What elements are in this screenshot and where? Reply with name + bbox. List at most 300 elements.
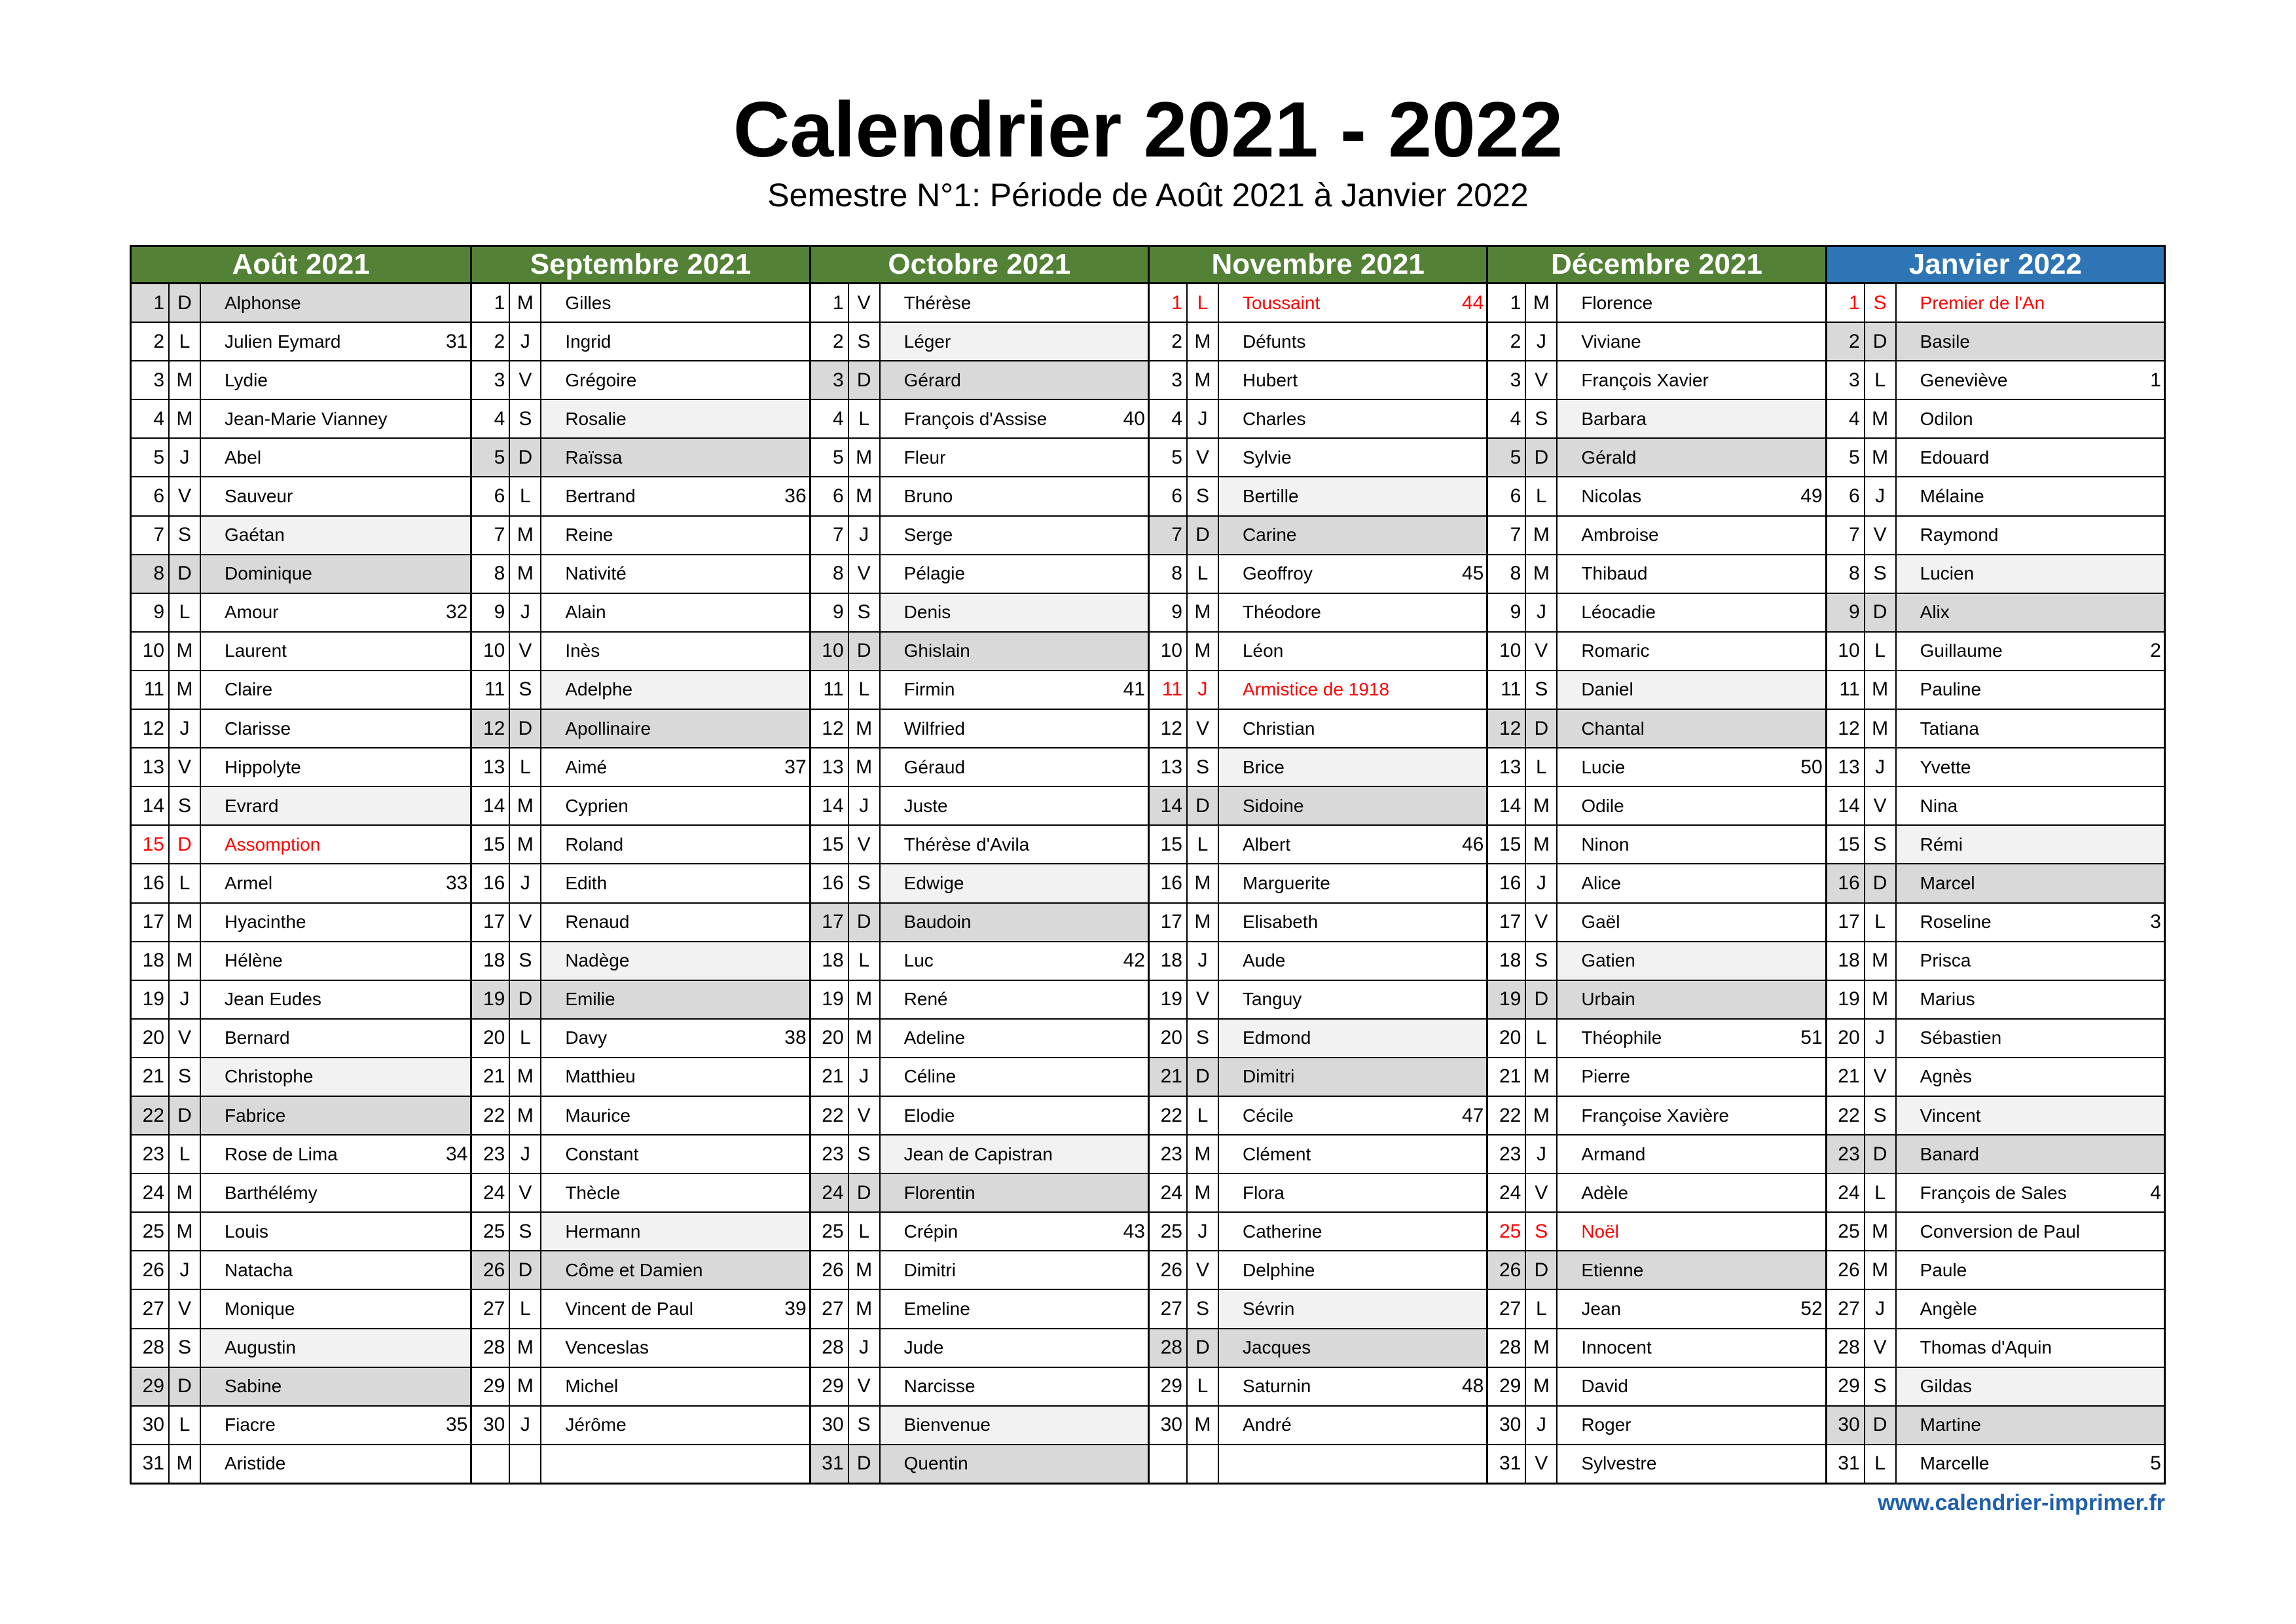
saint-name: Carine <box>1242 525 1297 545</box>
saint-name: Flora <box>1242 1182 1285 1203</box>
day-row <box>1488 1251 1825 1290</box>
saint-name: Vincent de Paul <box>565 1298 693 1319</box>
day-number: 10 <box>811 633 849 670</box>
saint-name-cell <box>1897 1445 2164 1483</box>
day-number: 23 <box>132 1135 170 1173</box>
day-row <box>1150 1058 1486 1097</box>
day-number: 7 <box>132 517 170 554</box>
saint-name: Denis <box>903 602 951 623</box>
day-row <box>1488 710 1825 748</box>
saint-name-cell <box>1558 555 1825 593</box>
weekday-letter: J <box>849 787 881 824</box>
day-number <box>472 1445 510 1483</box>
day-row <box>1827 864 2164 903</box>
saint-name-cell <box>201 1407 470 1444</box>
weekday-letter: S <box>170 517 201 554</box>
day-number: 15 <box>1488 826 1526 863</box>
day-row <box>1488 439 1825 477</box>
saint-name: Guillaume <box>1920 640 2003 661</box>
saint-name: Barthélémy <box>225 1182 318 1203</box>
day-number: 15 <box>132 826 170 863</box>
day-row <box>1827 1290 2164 1329</box>
saint-name: Hyacinthe <box>225 912 306 932</box>
day-number: 31 <box>811 1445 849 1483</box>
saint-name-cell <box>1219 555 1486 593</box>
saint-name: Grégoire <box>565 369 637 390</box>
day-number: 27 <box>1150 1290 1188 1327</box>
day-row <box>811 981 1148 1020</box>
day-number: 11 <box>132 671 170 709</box>
day-row <box>472 942 809 981</box>
saint-name-cell <box>881 439 1148 476</box>
day-number: 8 <box>132 555 170 593</box>
day-row <box>1150 555 1486 594</box>
day-number: 21 <box>472 1058 510 1096</box>
weekday-letter: D <box>1188 787 1219 824</box>
saint-name: Chantal <box>1581 718 1645 739</box>
saint-name-cell <box>541 1058 809 1096</box>
day-number: 1 <box>811 284 849 322</box>
saint-name-cell <box>1558 1368 1825 1405</box>
day-number: 4 <box>1150 400 1188 437</box>
weekday-letter: D <box>170 555 201 593</box>
weekday-letter: V <box>1526 633 1558 670</box>
saint-name-cell <box>1219 1135 1486 1173</box>
saint-name: Edouard <box>1920 447 1990 468</box>
saint-name: Roseline <box>1920 912 1992 932</box>
day-row <box>811 787 1148 826</box>
saint-name-cell <box>201 942 470 980</box>
weekday-letter: M <box>170 1213 201 1250</box>
day-number: 26 <box>1150 1251 1188 1289</box>
saint-name: Basile <box>1920 331 1970 352</box>
saint-name-cell <box>541 904 809 941</box>
day-row <box>1488 748 1825 787</box>
saint-name: Sylvie <box>1242 447 1292 468</box>
day-row <box>1827 284 2164 323</box>
weekday-letter: M <box>1188 361 1219 399</box>
weekday-letter: M <box>510 826 541 863</box>
saint-name-cell <box>1558 1290 1825 1327</box>
saint-name: Pauline <box>1920 679 1982 700</box>
day-row <box>472 710 809 748</box>
saint-name-cell <box>201 594 470 631</box>
weekday-letter: L <box>1188 284 1219 322</box>
saint-name-cell <box>1897 1135 2164 1173</box>
day-number: 23 <box>811 1135 849 1173</box>
day-row <box>472 748 809 787</box>
day-row <box>132 1445 470 1483</box>
saint-name-cell <box>1219 1174 1486 1211</box>
weekday-letter: J <box>1526 323 1558 360</box>
weekday-letter: M <box>1865 942 1897 980</box>
day-row <box>472 439 809 477</box>
month-column <box>1148 247 1486 1483</box>
day-number: 16 <box>811 864 849 902</box>
saint-name-cell <box>1219 1020 1486 1057</box>
day-row <box>1150 1368 1486 1407</box>
week-number: 46 <box>1461 833 1484 855</box>
day-number: 1 <box>1150 284 1188 322</box>
weekday-letter: S <box>1188 477 1219 515</box>
weekday-letter: V <box>849 284 881 322</box>
day-row <box>132 942 470 981</box>
saint-name: Lucie <box>1581 756 1626 777</box>
week-number: 32 <box>445 601 468 623</box>
saint-name: Michel <box>565 1376 619 1397</box>
saint-name: Amour <box>225 602 279 623</box>
saint-name: Jean <box>1581 1298 1622 1319</box>
day-row <box>472 517 809 555</box>
weekday-letter: J <box>170 439 201 476</box>
saint-name: Marcelle <box>1920 1453 1990 1474</box>
saint-name: Banard <box>1920 1143 1979 1164</box>
day-number: 11 <box>811 671 849 709</box>
saint-name: François d'Assise <box>903 408 1048 429</box>
saint-name-cell <box>201 1251 470 1289</box>
weekday-letter: L <box>1865 361 1897 399</box>
day-row <box>132 477 470 516</box>
saint-name: Florence <box>1581 292 1653 313</box>
saint-name: Tanguy <box>1242 989 1302 1010</box>
weekday-letter: D <box>1865 1135 1897 1173</box>
saint-name-cell <box>201 748 470 786</box>
weekday-letter: D <box>1526 981 1558 1018</box>
weekday-letter: S <box>1865 555 1897 593</box>
saint-name: Hubert <box>1242 369 1298 390</box>
day-number: 25 <box>1150 1213 1188 1250</box>
saint-name-cell <box>1558 904 1825 941</box>
weekday-letter: M <box>1188 1407 1219 1444</box>
weekday-letter: S <box>510 671 541 709</box>
saint-name: Adelphe <box>565 679 633 700</box>
saint-name: Thomas d'Aquin <box>1920 1337 2052 1358</box>
saint-name: Défunts <box>1242 331 1306 352</box>
week-number: 48 <box>1461 1375 1484 1397</box>
weekday-letter: D <box>170 1097 201 1134</box>
weekday-letter: S <box>510 942 541 980</box>
saint-name: Armel <box>225 872 273 893</box>
saint-name: Jacques <box>1242 1337 1311 1358</box>
saint-name: Pélagie <box>903 563 966 584</box>
day-row <box>811 1290 1148 1329</box>
day-row <box>1150 864 1486 903</box>
day-number: 24 <box>1150 1174 1188 1211</box>
day-row <box>132 439 470 477</box>
day-row <box>1150 671 1486 710</box>
saint-name: Augustin <box>225 1337 296 1358</box>
saint-name-cell <box>201 1329 470 1367</box>
day-row <box>1488 517 1825 555</box>
saint-name-cell <box>1558 710 1825 747</box>
saint-name-cell <box>201 710 470 747</box>
saint-name-cell <box>1558 1020 1825 1057</box>
weekday-letter: V <box>1188 981 1219 1018</box>
saint-name: Inès <box>565 640 600 661</box>
saint-name-cell <box>881 1135 1148 1173</box>
day-number: 4 <box>1827 400 1865 437</box>
weekday-letter: M <box>1526 826 1558 863</box>
day-number: 28 <box>472 1329 510 1367</box>
saint-name-cell <box>1558 1445 1825 1483</box>
saint-name-cell <box>541 864 809 902</box>
day-number: 2 <box>472 323 510 360</box>
weekday-letter: M <box>1526 555 1558 593</box>
saint-name-cell <box>881 1058 1148 1096</box>
weekday-letter: M <box>1526 284 1558 322</box>
day-row <box>1488 284 1825 323</box>
day-row <box>472 633 809 671</box>
saint-name: Pierre <box>1581 1066 1631 1087</box>
day-number: 4 <box>472 400 510 437</box>
saint-name-cell <box>201 904 470 941</box>
day-row <box>472 1213 809 1251</box>
saint-name: Saturnin <box>1242 1376 1311 1397</box>
day-number: 27 <box>1488 1290 1526 1327</box>
weekday-letter: L <box>510 1290 541 1327</box>
day-row <box>1488 1135 1825 1174</box>
day-number: 11 <box>472 671 510 709</box>
weekday-letter: J <box>170 1251 201 1289</box>
weekday-letter: L <box>1526 477 1558 515</box>
day-row <box>472 787 809 826</box>
day-row <box>1827 323 2164 361</box>
day-row <box>1150 477 1486 516</box>
day-row <box>132 555 470 594</box>
day-row <box>1827 1058 2164 1097</box>
saint-name: Emeline <box>903 1298 970 1319</box>
saint-name-cell <box>1897 864 2164 902</box>
day-row <box>811 361 1148 400</box>
saint-name: Wilfried <box>903 718 965 739</box>
weekday-letter: V <box>170 1290 201 1327</box>
saint-name-cell <box>1219 323 1486 360</box>
saint-name-cell <box>1558 284 1825 322</box>
weekday-letter: J <box>1188 671 1219 709</box>
weekday-letter: J <box>1188 400 1219 437</box>
day-number: 22 <box>1150 1097 1188 1134</box>
day-number: 18 <box>132 942 170 980</box>
saint-name: Lucien <box>1920 563 1975 584</box>
weekday-letter: J <box>510 323 541 360</box>
week-number: 38 <box>784 1027 807 1049</box>
day-number: 24 <box>132 1174 170 1211</box>
saint-name-cell <box>881 981 1148 1018</box>
day-row <box>1488 1213 1825 1251</box>
day-row <box>1150 594 1486 633</box>
saint-name-cell <box>1897 323 2164 360</box>
weekday-letter: L <box>170 1407 201 1444</box>
weekday-letter: V <box>510 1174 541 1211</box>
day-number: 28 <box>1827 1329 1865 1367</box>
week-number: 44 <box>1461 291 1484 314</box>
weekday-letter: S <box>1188 748 1219 786</box>
day-row <box>1488 864 1825 903</box>
saint-name-cell <box>1897 594 2164 631</box>
day-row <box>472 1445 809 1483</box>
weekday-letter: M <box>1865 710 1897 747</box>
day-row <box>472 864 809 903</box>
weekday-letter: M <box>1188 904 1219 941</box>
saint-name: Thècle <box>565 1182 621 1203</box>
saint-name-cell <box>1897 671 2164 709</box>
weekday-letter: S <box>170 1058 201 1096</box>
saint-name: Hermann <box>565 1221 641 1242</box>
saint-name: Apollinaire <box>565 718 651 739</box>
weekday-letter: M <box>1526 517 1558 554</box>
day-row <box>1150 787 1486 826</box>
day-number: 25 <box>1827 1213 1865 1250</box>
day-row <box>1488 594 1825 633</box>
day-number: 18 <box>1827 942 1865 980</box>
saint-name: Jean de Capistran <box>903 1143 1053 1164</box>
day-row <box>1150 1020 1486 1058</box>
saint-name: Sauveur <box>225 486 293 507</box>
weekday-letter: L <box>170 594 201 631</box>
saint-name-cell <box>201 1445 470 1483</box>
weekday-letter: L <box>1188 1097 1219 1134</box>
day-row <box>1488 1329 1825 1368</box>
day-number: 4 <box>811 400 849 437</box>
day-number: 29 <box>1150 1368 1188 1405</box>
day-row <box>1150 1135 1486 1174</box>
saint-name-cell <box>1219 361 1486 399</box>
day-row <box>1488 633 1825 671</box>
saint-name: Cécile <box>1242 1105 1294 1126</box>
day-row <box>811 1097 1148 1135</box>
day-number: 21 <box>1150 1058 1188 1096</box>
saint-name: Alphonse <box>225 292 301 313</box>
day-number: 26 <box>1827 1251 1865 1289</box>
weekday-letter: V <box>1526 904 1558 941</box>
saint-name-cell <box>1219 1097 1486 1134</box>
weekday-letter: V <box>849 826 881 863</box>
day-number: 25 <box>132 1213 170 1250</box>
day-row <box>1488 981 1825 1020</box>
saint-name: Jude <box>903 1337 944 1358</box>
saint-name: Abel <box>225 447 262 468</box>
saint-name: Catherine <box>1242 1221 1322 1242</box>
day-row <box>811 284 1148 323</box>
day-number: 31 <box>132 1445 170 1483</box>
saint-name-cell <box>1219 517 1486 554</box>
saint-name-cell <box>1558 1135 1825 1173</box>
saint-name-cell <box>1558 439 1825 476</box>
weekday-letter: M <box>1188 594 1219 631</box>
weekday-letter: M <box>1865 981 1897 1018</box>
saint-name-cell <box>541 477 809 515</box>
day-row <box>132 671 470 710</box>
day-number: 28 <box>1488 1329 1526 1367</box>
saint-name-cell <box>1897 710 2164 747</box>
day-row <box>1827 1329 2164 1368</box>
footer-website-link[interactable]: www.calendrier-imprimer.fr <box>1878 1490 2165 1515</box>
saint-name-cell <box>1897 284 2164 322</box>
day-number: 12 <box>1150 710 1188 747</box>
saint-name-cell <box>541 323 809 360</box>
week-number: 35 <box>445 1414 468 1436</box>
day-number: 3 <box>132 361 170 399</box>
week-number: 3 <box>2150 911 2161 933</box>
saint-name-cell <box>1897 1097 2164 1134</box>
saint-name-cell <box>1558 1213 1825 1250</box>
saint-name-cell <box>881 1020 1148 1057</box>
day-row <box>132 981 470 1020</box>
day-number: 8 <box>1827 555 1865 593</box>
week-number: 43 <box>1123 1220 1145 1242</box>
weekday-letter: D <box>1526 710 1558 747</box>
saint-name: Gaël <box>1581 912 1620 932</box>
week-number: 36 <box>784 485 807 507</box>
saint-name-cell <box>1219 787 1486 824</box>
day-row <box>1488 942 1825 981</box>
saint-name: Sébastien <box>1920 1027 2002 1048</box>
day-number: 24 <box>1827 1174 1865 1211</box>
day-number: 16 <box>132 864 170 902</box>
saint-name: Nadège <box>565 950 630 971</box>
saint-name-cell <box>1897 748 2164 786</box>
weekday-letter: J <box>1526 1135 1558 1173</box>
day-row <box>132 826 470 864</box>
saint-name: Bernard <box>225 1027 290 1048</box>
saint-name: Léocadie <box>1581 602 1656 623</box>
day-row <box>811 942 1148 981</box>
weekday-letter: L <box>170 323 201 360</box>
day-number: 13 <box>472 748 510 786</box>
day-row <box>1150 439 1486 477</box>
saint-name: Romaric <box>1581 640 1650 661</box>
saint-name: Fiacre <box>225 1414 276 1435</box>
saint-name: Aimé <box>565 756 608 777</box>
weekday-letter: M <box>1188 323 1219 360</box>
day-number: 25 <box>472 1213 510 1250</box>
saint-name: Edwige <box>903 872 964 893</box>
saint-name: Hélène <box>225 950 283 971</box>
saint-name: Gérald <box>1581 447 1637 468</box>
day-number: 27 <box>472 1290 510 1327</box>
day-row <box>811 1368 1148 1407</box>
weekday-letter: J <box>510 1135 541 1173</box>
saint-name-cell <box>1897 1020 2164 1057</box>
saint-name-cell <box>1219 864 1486 902</box>
day-number: 30 <box>1827 1407 1865 1444</box>
weekday-letter: L <box>1865 1445 1897 1483</box>
weekday-letter: V <box>1865 1058 1897 1096</box>
day-number: 9 <box>472 594 510 631</box>
day-number: 29 <box>811 1368 849 1405</box>
saint-name-cell <box>1219 1407 1486 1444</box>
saint-name-cell <box>1558 323 1825 360</box>
week-number: 37 <box>784 756 807 778</box>
saint-name: Yvette <box>1920 756 1971 777</box>
saint-name: Adèle <box>1581 1182 1628 1203</box>
day-number: 27 <box>132 1290 170 1327</box>
day-row <box>1488 1407 1825 1445</box>
saint-name-cell <box>881 1445 1148 1483</box>
saint-name-cell <box>1897 981 2164 1018</box>
day-number: 20 <box>1827 1020 1865 1057</box>
saint-name: Ghislain <box>903 640 970 661</box>
weekday-letter: M <box>849 1251 881 1289</box>
weekday-letter: M <box>1526 1368 1558 1405</box>
weekday-letter: L <box>170 1135 201 1173</box>
saint-name: Aude <box>1242 950 1286 971</box>
day-row <box>1827 787 2164 826</box>
day-number: 17 <box>1150 904 1188 941</box>
day-row <box>132 1213 470 1251</box>
saint-name-cell <box>1219 826 1486 863</box>
saint-name-cell <box>201 981 470 1018</box>
